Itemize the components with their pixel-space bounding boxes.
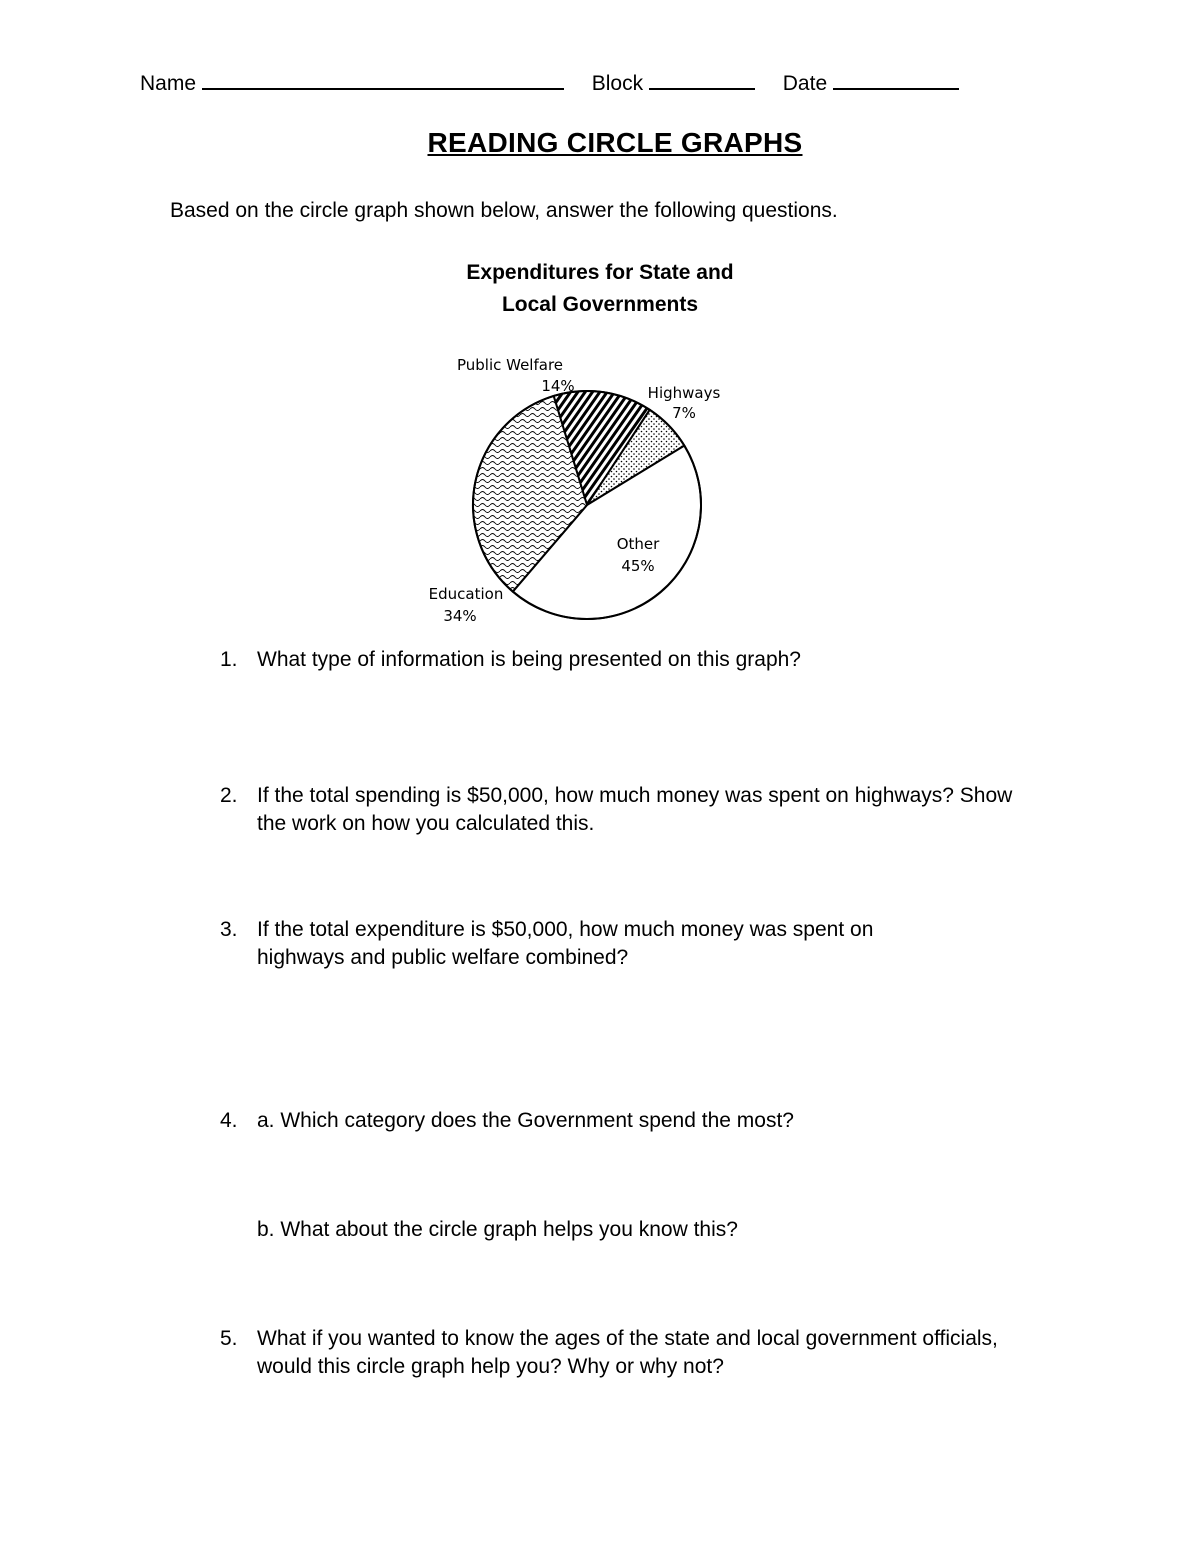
question-number: 2. xyxy=(220,784,238,807)
block-label: Block xyxy=(591,72,644,95)
chart-title xyxy=(0,257,1200,321)
slice-label: Public Welfare xyxy=(456,356,564,374)
question-number: 4. xyxy=(220,1109,238,1132)
question-number: 5. xyxy=(220,1327,238,1350)
pie-slices xyxy=(473,391,701,619)
slice-value-label: 14% xyxy=(541,377,575,395)
question-text: What type of information is being presented on this graph? xyxy=(257,648,801,671)
chart-title-line-2: Local Governments xyxy=(501,293,699,316)
question-text: a. Which category does the Government spend the most? xyxy=(257,1109,794,1132)
date-blank[interactable] xyxy=(833,68,959,90)
slice-value-label: 45% xyxy=(621,557,655,575)
question-text: If the total expenditure is $50,000, how much money was spent on highways and public welfare combined? xyxy=(257,918,874,969)
question-2 xyxy=(220,782,1047,838)
instructions: Based on the circle graph shown below, answer the following questions. xyxy=(170,199,838,222)
slice-value-label: 34% xyxy=(443,607,477,625)
slice-label: Education xyxy=(428,585,504,603)
page-title: READING CIRCLE GRAPHS xyxy=(427,127,803,158)
name-blank[interactable] xyxy=(202,68,564,90)
block-blank[interactable] xyxy=(649,68,755,90)
question-3 xyxy=(220,916,957,972)
slice-label: Highways xyxy=(647,384,721,402)
slice-value-label: 7% xyxy=(672,404,696,422)
question-number: 1. xyxy=(220,648,238,671)
slice-label: Other xyxy=(616,535,660,553)
pie-chart xyxy=(400,340,760,630)
date-label: Date xyxy=(782,72,828,95)
date-field[interactable] xyxy=(783,68,959,96)
question-text: If the total spending is $50,000, how much money was spent on highways? Show the work on how you calculated this. xyxy=(257,784,1013,835)
name-field[interactable] xyxy=(140,68,564,96)
question-1 xyxy=(220,646,1057,674)
question-number: 3. xyxy=(220,918,238,941)
header-fields xyxy=(140,68,959,96)
question-4b: b. What about the circle graph helps you know this? xyxy=(257,1218,738,1241)
question-text: What if you wanted to know the ages of the state and local government officials, would this circle graph help you? Why or why not? xyxy=(257,1327,998,1378)
question-4 xyxy=(220,1107,1057,1135)
chart-title-line-1: Expenditures for State and xyxy=(466,261,734,284)
question-5 xyxy=(220,1325,1017,1381)
name-label: Name xyxy=(140,72,197,95)
block-field[interactable] xyxy=(592,68,755,96)
